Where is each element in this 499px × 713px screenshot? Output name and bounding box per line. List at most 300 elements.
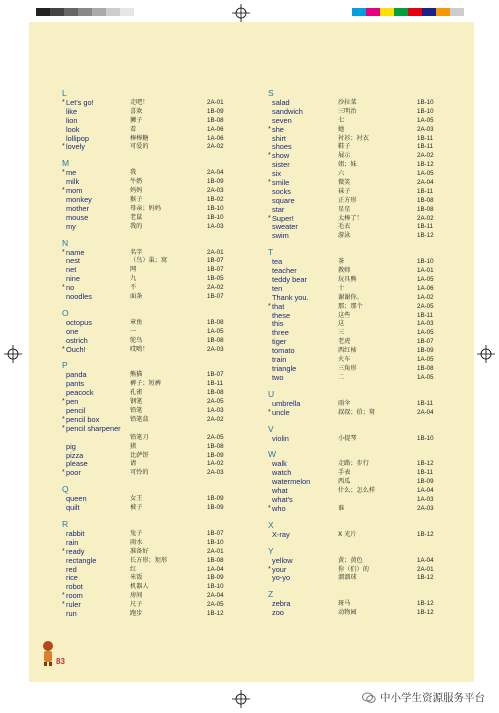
english-word: six <box>272 169 282 179</box>
vocabulary-row <box>62 292 224 302</box>
letter-heading: S <box>268 88 274 98</box>
unit-code: 1B-10 <box>417 258 434 266</box>
unit-code: 1B-12 <box>417 609 434 617</box>
chinese-meaning: （鸟）巢；窝 <box>130 257 168 265</box>
chinese-meaning: 玩具熊 <box>338 276 357 284</box>
chinese-meaning: 星星 <box>338 205 351 213</box>
unit-code: 2A-04 <box>417 408 434 416</box>
color-calibration-bar <box>352 8 464 16</box>
chinese-meaning: 猪 <box>130 442 137 450</box>
chinese-meaning: 谢谢你。 <box>338 293 363 301</box>
vocabulary-row <box>268 372 434 383</box>
chinese-meaning: 那；那个 <box>338 302 363 310</box>
english-word: pencil box <box>66 414 100 424</box>
chinese-meaning: 熊猫 <box>130 371 143 379</box>
unit-code: 1B-02 <box>207 196 224 204</box>
letter-heading: O <box>62 307 69 318</box>
english-word: pencil sharpener <box>66 423 121 433</box>
chinese-meaning: 可怜的 <box>130 469 149 477</box>
chinese-meaning: 老鼠 <box>130 213 143 221</box>
letter-heading: Z <box>268 589 274 600</box>
english-word: that <box>272 301 285 311</box>
english-word: swim <box>272 231 289 241</box>
new-word-marker: * <box>268 125 271 133</box>
unit-code: 1B-11 <box>417 399 434 407</box>
english-word: show <box>272 151 290 161</box>
unit-code: 1B-10 <box>207 583 224 591</box>
unit-code: 1B-09 <box>207 451 224 459</box>
chinese-meaning: 毛衣 <box>338 223 351 231</box>
watermark <box>362 690 485 705</box>
chinese-meaning: 一 <box>130 327 137 335</box>
vocabulary-row <box>62 468 224 478</box>
unit-code: 2A-03 <box>207 187 224 195</box>
unit-code: 2A-05 <box>417 302 434 310</box>
unit-code: 1B-08 <box>417 364 434 372</box>
english-word: sandwich <box>272 106 303 116</box>
new-word-marker: * <box>268 214 271 222</box>
letter-heading: X <box>268 519 274 530</box>
chinese-meaning: 叔叔；伯；舅 <box>338 408 376 416</box>
unit-code: 1B-12 <box>417 161 434 169</box>
chinese-meaning: 章鱼 <box>130 318 143 326</box>
vocabulary-row <box>268 529 434 540</box>
chinese-meaning: 鸵鸟 <box>130 336 143 344</box>
letter-heading: Q <box>62 484 69 495</box>
chinese-meaning: 网 <box>130 266 137 274</box>
letter-heading: V <box>268 423 274 434</box>
registration-mark-icon <box>4 345 22 363</box>
new-word-marker: * <box>62 99 65 106</box>
vocabulary-page <box>29 22 474 682</box>
unit-code: 2A-02 <box>417 152 434 160</box>
chinese-meaning: 妈妈 <box>130 187 143 195</box>
unit-code: 2A-02 <box>417 214 434 222</box>
chinese-meaning: 女王 <box>130 495 143 503</box>
chinese-meaning: 袜子 <box>338 187 351 195</box>
english-word: me <box>66 168 77 178</box>
english-word: ruler <box>66 600 81 610</box>
english-word: she <box>272 124 284 134</box>
new-word-marker: * <box>62 284 65 292</box>
unit-code: 1B-08 <box>207 336 224 344</box>
english-word: net <box>66 265 77 275</box>
unit-code: 1A-01 <box>417 267 434 275</box>
vocabulary-row <box>268 231 434 241</box>
chinese-meaning: 我的 <box>130 222 143 230</box>
english-word: queen <box>66 494 87 504</box>
unit-code: 1A-06 <box>207 134 224 142</box>
vocabulary-row <box>62 503 224 513</box>
unit-code: 1A-05 <box>207 327 224 335</box>
english-word: lovely <box>66 142 85 152</box>
english-word: teddy bear <box>272 275 307 285</box>
unit-code: 2A-04 <box>207 592 224 600</box>
english-word: pig <box>66 441 76 451</box>
unit-code: 2A-03 <box>207 469 224 477</box>
letter-heading: U <box>268 388 275 399</box>
chinese-meaning: 鞋子 <box>338 143 351 151</box>
unit-code: 2A-01 <box>207 99 224 106</box>
english-word: noodles <box>66 292 92 302</box>
unit-code: 2A-04 <box>417 179 434 187</box>
unit-code: 2A-01 <box>207 547 224 555</box>
chinese-meaning: 铅笔盒 <box>130 415 149 423</box>
unit-code: 1B-07 <box>207 257 224 265</box>
chinese-meaning: 这些 <box>338 311 351 319</box>
english-word: three <box>272 328 289 338</box>
english-word: watermelon <box>272 477 311 487</box>
chinese-meaning: 她 <box>338 125 345 133</box>
chinese-meaning: 黄；黄色 <box>338 556 363 564</box>
english-word: please <box>66 459 88 469</box>
english-word: walk <box>272 459 287 469</box>
english-word: umbrella <box>272 398 301 408</box>
chinese-meaning: 房间 <box>130 592 143 600</box>
chinese-meaning: 你（们）的 <box>338 565 369 573</box>
new-word-marker: * <box>268 152 271 160</box>
english-word: nine <box>66 274 80 284</box>
registration-mark-icon <box>232 4 250 22</box>
english-word: pizza <box>66 450 84 460</box>
english-word: my <box>66 221 76 231</box>
english-word: what's <box>272 494 293 504</box>
english-word: star <box>272 204 285 214</box>
chinese-meaning: 牛奶 <box>130 178 143 186</box>
chinese-meaning: X 光片 <box>338 530 357 538</box>
unit-code: 1B-10 <box>207 204 224 212</box>
english-word: room <box>66 591 83 601</box>
unit-code: 1B-10 <box>207 538 224 546</box>
chinese-meaning: 西红柿 <box>338 347 357 355</box>
new-word-marker: * <box>268 302 271 310</box>
vocabulary-row <box>62 608 224 619</box>
unit-code: 1A-05 <box>417 329 434 337</box>
unit-code: 2A-03 <box>417 504 434 512</box>
unit-code: 1B-07 <box>207 529 224 537</box>
letter-heading: N <box>62 237 69 248</box>
chinese-meaning: 雨伞 <box>338 399 351 407</box>
english-word: tiger <box>272 337 287 347</box>
page-number: 83 <box>56 657 65 666</box>
english-word: train <box>272 355 287 365</box>
english-word: red <box>66 564 77 574</box>
chinese-meaning: 姐；妹 <box>338 161 357 169</box>
unit-code: 1B-10 <box>417 434 434 442</box>
english-word: sweater <box>272 222 298 232</box>
unit-code: 1A-02 <box>207 460 224 468</box>
chinese-meaning: 猴子 <box>130 196 143 204</box>
letter-heading: T <box>268 247 274 258</box>
chinese-meaning: 我 <box>130 169 137 177</box>
chinese-meaning: 老虎 <box>338 338 351 346</box>
english-word: square <box>272 195 295 205</box>
vocabulary-row <box>62 423 121 434</box>
chinese-meaning: 什么；怎么样 <box>338 487 376 495</box>
chinese-meaning: 喜欢 <box>130 107 143 115</box>
english-word: like <box>66 106 78 116</box>
chinese-meaning: 面条 <box>130 293 143 301</box>
unit-code: 1B-10 <box>417 99 434 106</box>
english-word: nest <box>66 256 80 266</box>
chinese-meaning: 母亲；妈妈 <box>130 204 161 212</box>
unit-code: 1A-03 <box>207 407 224 415</box>
letter-heading: Y <box>268 545 274 556</box>
english-word: run <box>66 608 77 618</box>
registration-mark-icon <box>477 345 495 363</box>
english-word: rectangle <box>66 555 97 565</box>
english-word: violin <box>272 433 289 443</box>
chinese-meaning: 狮子 <box>130 116 143 124</box>
new-word-marker: * <box>268 565 271 573</box>
english-word: salad <box>272 98 290 107</box>
unit-code: 1A-06 <box>207 125 224 133</box>
english-word: quilt <box>66 503 80 513</box>
chinese-meaning: 小提琴 <box>338 434 357 442</box>
new-word-marker: * <box>62 415 65 423</box>
chinese-meaning: 这 <box>338 320 345 328</box>
unit-code: 1B-12 <box>207 609 224 617</box>
unit-code: 1B-12 <box>417 460 434 468</box>
unit-code: 1A-03 <box>417 495 434 503</box>
vocabulary-column-left <box>62 88 224 619</box>
english-word: rain <box>66 537 79 547</box>
english-word: lion <box>66 115 78 125</box>
english-word: rice <box>66 573 78 583</box>
mascot-icon <box>40 640 56 666</box>
chinese-meaning: 手表 <box>338 469 351 477</box>
english-word: zebra <box>272 599 291 609</box>
chinese-meaning: 动物园 <box>338 609 357 617</box>
new-word-marker: * <box>62 248 65 256</box>
english-word: seven <box>272 115 292 125</box>
unit-code: 2A-01 <box>417 565 434 573</box>
english-word: who <box>272 503 286 513</box>
vocabulary-row <box>268 573 434 583</box>
chinese-meaning: 钢笔 <box>130 398 143 406</box>
new-word-marker: * <box>62 592 65 600</box>
english-word: Thank you. <box>272 292 309 302</box>
vocabulary-row <box>62 142 224 152</box>
chinese-meaning: 走吧！ <box>130 99 149 106</box>
unit-code: 2A-02 <box>207 143 224 151</box>
unit-code: 1B-12 <box>417 232 434 240</box>
unit-code: 1B-11 <box>417 143 434 151</box>
english-word: this <box>272 319 284 329</box>
unit-code: 1A-06 <box>417 284 434 292</box>
unit-code: 1B-11 <box>207 380 224 388</box>
unit-code: 1B-09 <box>417 347 434 355</box>
new-word-marker: * <box>62 187 65 195</box>
new-word-marker: * <box>62 169 65 177</box>
unit-code: 1A-03 <box>417 320 434 328</box>
unit-code: 2A-02 <box>207 415 224 423</box>
english-word: pen <box>66 397 79 407</box>
chinese-meaning: 斑马 <box>338 600 351 608</box>
chinese-meaning: 名字 <box>130 248 143 256</box>
unit-code: 1B-11 <box>417 311 434 319</box>
new-word-marker: * <box>62 398 65 406</box>
new-word-marker: * <box>62 601 65 609</box>
english-word: mouse <box>66 212 89 222</box>
new-word-marker: * <box>268 408 271 416</box>
chinese-meaning: 太棒了！ <box>338 214 363 222</box>
vocabulary-row <box>268 503 434 514</box>
english-word: these <box>272 310 291 320</box>
vocabulary-column-right <box>268 88 434 618</box>
chinese-meaning: 展示 <box>338 152 351 160</box>
unit-code: 1B-08 <box>207 116 224 124</box>
english-word: pencil <box>66 406 86 416</box>
english-word: smile <box>272 178 290 188</box>
english-word: no <box>66 283 75 293</box>
unit-code: 1A-05 <box>417 373 434 381</box>
chinese-meaning: 雨水 <box>130 538 143 546</box>
english-word: X-ray <box>272 529 290 539</box>
unit-code: 1A-04 <box>417 487 434 495</box>
letter-heading: P <box>62 360 68 371</box>
new-word-marker: * <box>62 424 65 432</box>
english-word: robot <box>66 582 83 592</box>
chinese-meaning: 茶 <box>338 258 345 266</box>
grey-calibration-bar <box>36 8 134 16</box>
chinese-meaning: 红 <box>130 565 137 573</box>
unit-code: 1B-08 <box>417 205 434 213</box>
english-word: sister <box>272 160 290 170</box>
unit-code: 1B-07 <box>417 338 434 346</box>
english-word: panda <box>66 370 87 380</box>
unit-code: 1B-08 <box>207 318 224 326</box>
vocabulary-row <box>62 344 224 355</box>
english-word: yellow <box>272 555 293 565</box>
english-word: lollipop <box>66 133 90 143</box>
wechat-icon <box>362 692 376 704</box>
unit-code: 1B-05 <box>207 275 224 283</box>
unit-code: 1B-09 <box>417 478 434 486</box>
new-word-marker: * <box>62 345 65 353</box>
unit-code: 1B-11 <box>417 469 434 477</box>
english-word: poor <box>66 468 81 478</box>
chinese-meaning: 被子 <box>130 504 143 512</box>
unit-code: 1A-05 <box>417 116 434 124</box>
english-word: socks <box>272 186 291 196</box>
chinese-meaning: 游泳 <box>338 232 351 240</box>
chinese-meaning: 谁 <box>338 504 345 512</box>
chinese-meaning: 衬衫；衬衣 <box>338 134 369 142</box>
unit-code: 2A-01 <box>207 248 224 256</box>
english-word: zoo <box>272 608 284 618</box>
unit-code: 1A-03 <box>207 222 224 230</box>
unit-code: 1B-12 <box>417 530 434 538</box>
english-word: what <box>272 486 288 496</box>
unit-code: 1B-09 <box>207 107 224 115</box>
vocabulary-row <box>268 407 434 418</box>
watermark-text: 中小学生资源服务平台 <box>380 692 485 704</box>
vocabulary-row <box>268 433 434 444</box>
chinese-meaning: 溜溜球 <box>338 574 357 582</box>
english-word: milk <box>66 177 80 187</box>
english-word: Let's go! <box>66 98 94 107</box>
english-word: Super! <box>272 213 294 223</box>
vocabulary-row <box>268 608 434 618</box>
chinese-meaning: 沙拉菜 <box>338 99 357 106</box>
unit-code: 1A-04 <box>207 565 224 573</box>
chinese-meaning: 走路；步行 <box>338 460 369 468</box>
unit-code: 2A-02 <box>207 284 224 292</box>
english-word: teacher <box>272 266 297 276</box>
unit-code: 2A-05 <box>207 601 224 609</box>
unit-code: 1B-09 <box>207 574 224 582</box>
english-word: monkey <box>66 195 92 205</box>
unit-code: 1B-12 <box>417 600 434 608</box>
unit-code: 1B-08 <box>417 196 434 204</box>
english-word: two <box>272 372 284 382</box>
english-word: mom <box>66 186 83 196</box>
english-word: ready <box>66 546 85 556</box>
new-word-marker: * <box>268 504 271 512</box>
english-word: shirt <box>272 133 286 143</box>
unit-code: 1B-09 <box>207 504 224 512</box>
unit-code: 1B-08 <box>207 556 224 564</box>
english-word: your <box>272 564 287 574</box>
chinese-meaning: 十 <box>338 284 345 292</box>
unit-code: 1B-09 <box>207 178 224 186</box>
unit-code: 2A-05 <box>207 398 224 406</box>
chinese-meaning: 哎哟！ <box>130 345 149 353</box>
chinese-meaning: 机器人 <box>130 583 149 591</box>
unit-code: 1B-08 <box>207 442 224 450</box>
chinese-meaning: 裤子；短裤 <box>130 380 161 388</box>
english-word: one <box>66 326 79 336</box>
english-word: ostrich <box>66 335 88 345</box>
new-word-marker: * <box>62 469 65 477</box>
chinese-meaning: 尺子 <box>130 601 143 609</box>
english-word: octopus <box>66 317 92 327</box>
chinese-meaning: 棒棒糖 <box>130 134 149 142</box>
new-word-marker: * <box>268 179 271 187</box>
english-word: shoes <box>272 142 292 152</box>
vocabulary-row <box>62 221 224 232</box>
letter-heading: W <box>268 449 277 460</box>
unit-code: 1A-04 <box>417 556 434 564</box>
unit-code: 2A-04 <box>207 169 224 177</box>
registration-mark-icon <box>232 690 250 708</box>
english-word: look <box>66 124 80 134</box>
unit-code: 1B-07 <box>207 293 224 301</box>
chinese-meaning: 不 <box>130 284 137 292</box>
unit-code: 1A-05 <box>417 170 434 178</box>
unit-code: 2A-03 <box>207 345 224 353</box>
chinese-meaning: 孔雀 <box>130 389 143 397</box>
chinese-meaning: 正方形 <box>338 196 357 204</box>
chinese-meaning: 可爱的 <box>130 143 149 151</box>
new-word-marker: * <box>62 547 65 555</box>
unit-code: 2A-03 <box>417 125 434 133</box>
chinese-meaning: 七 <box>338 116 345 124</box>
chinese-meaning: 二 <box>338 373 345 381</box>
unit-code: 1B-11 <box>417 223 434 231</box>
unit-code: 1B-11 <box>417 187 434 195</box>
english-word: uncle <box>272 407 290 417</box>
chinese-meaning: 教师 <box>338 267 351 275</box>
unit-code: 1A-05 <box>417 356 434 364</box>
english-word: peacock <box>66 388 94 398</box>
chinese-meaning: 三角形 <box>338 364 357 372</box>
chinese-meaning: 微笑 <box>338 179 351 187</box>
chinese-meaning: 铅笔刀 <box>130 433 149 441</box>
english-word: watch <box>272 468 292 478</box>
letter-heading: L <box>62 88 67 98</box>
